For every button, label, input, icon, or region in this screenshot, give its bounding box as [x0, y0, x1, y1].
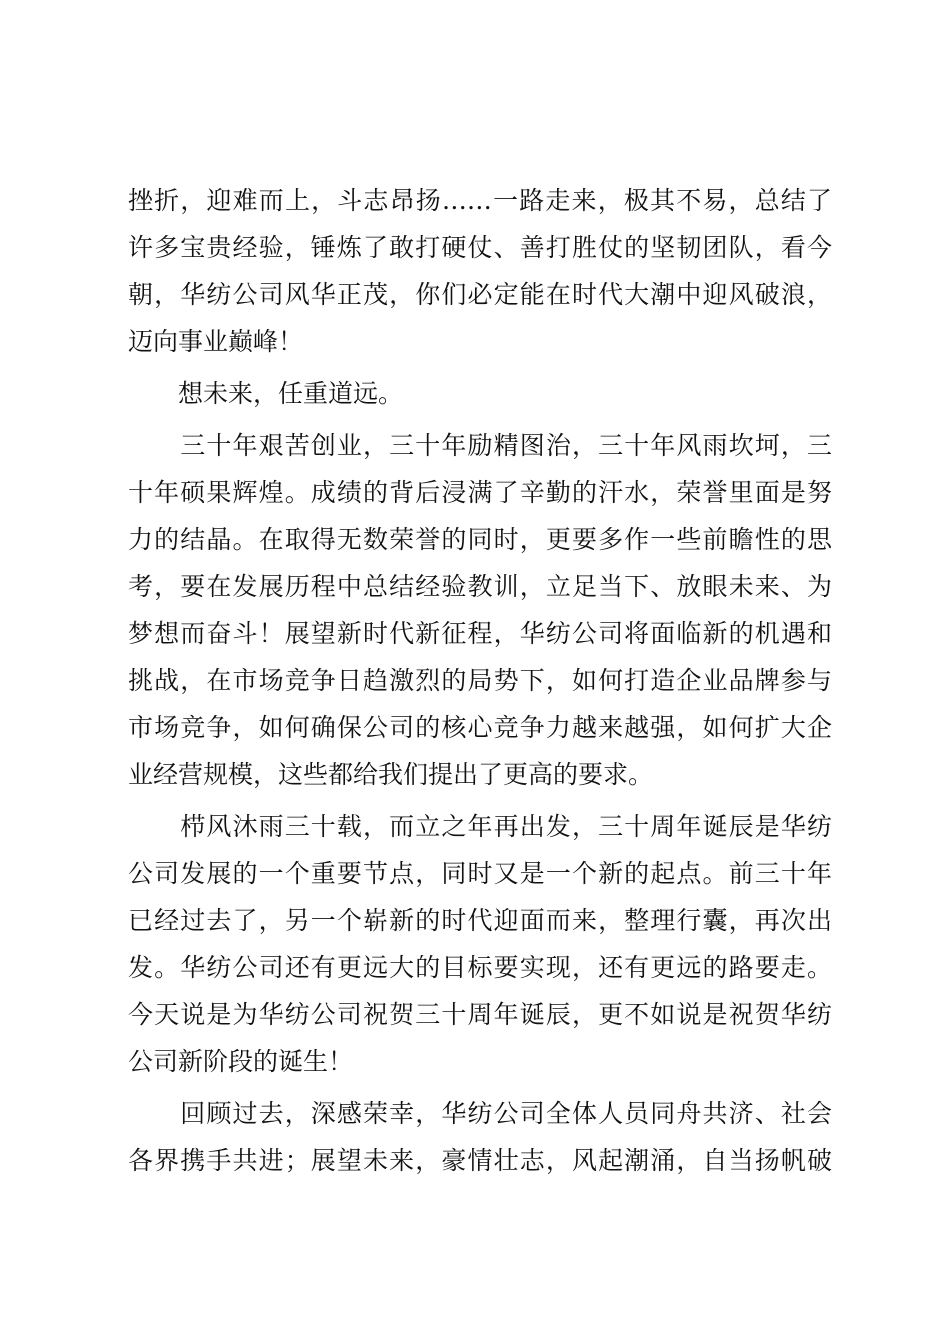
- text-line: 许多宝贵经验，锤炼了敢打硬仗、善打胜仗的坚韧团队，看今: [128, 233, 832, 262]
- text-line: 力的结晶。在取得无数荣誉的同时，更要多作一些前瞻性的思: [128, 525, 832, 554]
- paragraph: [128, 803, 832, 1085]
- paragraph: [128, 1090, 832, 1184]
- text-line: 三十年艰苦创业，三十年励精图治，三十年风雨坎坷，三: [128, 431, 832, 460]
- text-line: 业经营规模，这些都给我们提出了更高的要求。: [128, 760, 654, 789]
- paragraph: [128, 177, 832, 365]
- paragraph: [128, 422, 832, 798]
- text-line: 迈向事业巅峰！: [128, 327, 304, 356]
- text-line: 想未来，任重道远。: [128, 379, 404, 408]
- text-line: 考，要在发展历程中总结经验教训，立足当下、放眼未来、为: [128, 572, 832, 601]
- text-line: 市场竞争，如何确保公司的核心竞争力越来越强，如何扩大企: [128, 713, 832, 742]
- text-line: 挑战，在市场竞争日趋激烈的局势下，如何打造企业品牌参与: [128, 666, 832, 695]
- text-line: 已经过去了，另一个崭新的时代迎面而来，整理行囊，再次出: [128, 906, 832, 935]
- text-line: 朝，华纺公司风华正茂，你们必定能在时代大潮中迎风破浪，: [128, 280, 832, 309]
- document-body: [128, 177, 832, 1184]
- paragraph: [128, 370, 832, 417]
- text-line: 公司发展的一个重要节点，同时又是一个新的起点。前三十年: [128, 859, 832, 888]
- text-line: 今天说是为华纺公司祝贺三十周年诞辰，更不如说是祝贺华纺: [128, 1000, 832, 1029]
- text-line: 发。华纺公司还有更远大的目标要实现，还有更远的路要走。: [128, 953, 832, 982]
- text-line: 栉风沐雨三十载，而立之年再出发，三十周年诞辰是华纺: [128, 812, 832, 841]
- text-line: 十年硕果辉煌。成绩的背后浸满了辛勤的汗水，荣誉里面是努: [128, 478, 832, 507]
- text-line: 梦想而奋斗！展望新时代新征程，华纺公司将面临新的机遇和: [128, 619, 832, 648]
- text-line: 挫折，迎难而上，斗志昂扬……一路走来，极其不易，总结了: [128, 186, 832, 215]
- text-line: 公司新阶段的诞生！: [128, 1047, 354, 1076]
- text-line: 回顾过去，深感荣幸，华纺公司全体人员同舟共济、社会: [128, 1099, 832, 1128]
- text-line: 各界携手共进；展望未来，豪情壮志，风起潮涌，自当扬帆破: [128, 1146, 832, 1175]
